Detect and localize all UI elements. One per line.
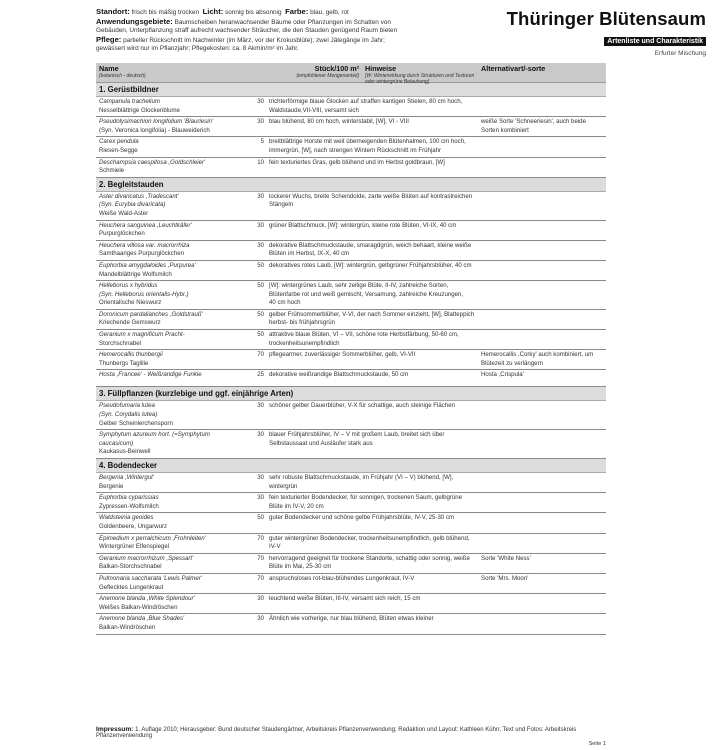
plant-alternative — [478, 281, 606, 309]
mix-name: Erfurter Mischung — [654, 50, 706, 57]
table-header — [96, 63, 606, 83]
common-name: Schmiele — [99, 167, 125, 175]
plant-notes: dekorative weißrandige Blattschmuckstaude, 50 cm — [269, 371, 409, 379]
header-notes-sub: [W: Winterwirkung durch Strukturen und Texturen oder wintergrüne Belaubung] — [365, 73, 475, 85]
plant-count: 30 — [257, 118, 264, 126]
plant-name — [96, 241, 246, 260]
botanical-name: Symphytum azureum hort. (=Symphytum caucasicum) — [99, 431, 210, 447]
standort-value: frisch bis mäßig trocken — [131, 9, 200, 16]
plant-alternative — [478, 158, 606, 177]
table-row — [96, 614, 606, 634]
plant-notes: anspruchsloses rot-blau-blühendes Lungenkraut, IV-V — [269, 574, 415, 582]
plant-name — [96, 281, 246, 309]
plant-name — [96, 350, 246, 369]
plant-count: 30 — [257, 241, 264, 249]
table-row — [96, 281, 606, 310]
table-row — [96, 594, 606, 614]
plant-notes: dekorative Blattschmuckstaude, smaragdgrün, weich behaart, kleine weiße Blüten im Herbst, IX-X, 40 cm — [269, 241, 472, 258]
plant-alternative — [478, 493, 606, 512]
section-heading: 2. Begleitstauden — [96, 178, 606, 192]
plant-notes: fein texturierter Bodendecker, für sonnigen, trockenen Saum, gelbgrüne Blüte im IV-V, 20 cm — [269, 494, 463, 510]
plant-alternative — [478, 137, 606, 156]
botanical-name: Heuchera villosa var. macrorrhiza — [99, 241, 190, 249]
table-row — [96, 534, 606, 554]
botanical-name: Helleborus x hybridus — [99, 282, 158, 290]
botanical-name: Pseudofumaria lutea — [99, 402, 155, 410]
plant-name — [96, 401, 246, 429]
header-count-sub: (empfohlener Mengenanteil) — [296, 73, 359, 79]
plant-notes: grüner Blattschmuck, [W]: wintergrün, kleine rote Blüten, VI-IX, 40 cm — [269, 221, 457, 229]
plant-count: 5 — [260, 138, 264, 146]
plant-notes: sehr robuste Blattschmuckstaude, im Frühjahr (VI – V) blühend, [W], wintergrün — [269, 474, 454, 490]
plant-count: 70 — [257, 534, 264, 542]
plant-alternative — [478, 534, 606, 553]
plant-notes: attraktive blaue Blüten, VI – VII, schöne rote Herbstfärbung, 50-60 cm, trockenheitsunempfindlich — [269, 331, 459, 347]
botanical-name: Bergenia ,Wintergut' — [99, 474, 154, 481]
common-name: Weißes Balkan-Windröschen — [99, 603, 178, 611]
plant-alternative: Sorte 'White Ness' — [481, 554, 531, 562]
plant-count: 50 — [257, 261, 264, 269]
plant-alternative — [478, 192, 606, 220]
common-name: Weiße Wald-Aster — [99, 209, 149, 217]
page-number: Seite 1 — [588, 741, 606, 747]
botanical-name: Carex pendula — [99, 138, 139, 146]
table-row — [96, 330, 606, 350]
farbe-label: Farbe: — [285, 7, 309, 16]
plant-alternative — [478, 594, 606, 613]
imprint — [96, 726, 606, 739]
common-name: Thunbergs Taglilie — [99, 359, 149, 367]
header-notes — [362, 63, 478, 85]
pflege-label: Pflege: — [96, 34, 122, 44]
plant-count: 50 — [257, 310, 264, 318]
botanical-name: (Syn. Helleborus orientalis-Hybr.) — [99, 290, 189, 298]
section-heading: 4. Bodendecker — [96, 459, 606, 473]
botanical-name: Epimedium x perralchicum ,Frohnleiten' — [99, 534, 206, 542]
table-row — [96, 350, 606, 370]
plant-count: 70 — [257, 554, 264, 562]
plant-notes: dekoratives rotes Laub, [W]: wintergrün, gelbgrüner Frühjahrsblüher, 40 cm — [269, 261, 472, 269]
plant-notes: fein texturiertes Gras, gelb blühend und im Herbst goldbraun, [W] — [269, 158, 445, 166]
plant-name — [96, 534, 246, 553]
plant-name — [96, 261, 246, 280]
table-row — [96, 370, 606, 387]
title-block — [507, 8, 706, 57]
plant-count: 30 — [257, 431, 264, 439]
common-name: Orientalische Nieswurz — [99, 299, 162, 307]
plant-count: 70 — [257, 351, 264, 359]
plant-count: 30 — [257, 98, 264, 105]
header-alt — [478, 63, 606, 82]
pflege-value: partieller Rückschnitt im Nachwinter (im März, vor der Krokusblüte); zwei Jätegänge im Jahr; gewässert wird nur im Pflanzjahr; Pflegekosten: ca. 8 Akmin/m² im Jahr. — [96, 36, 385, 53]
plant-name — [96, 614, 246, 633]
plant-name — [96, 574, 246, 593]
plant-count: 30 — [257, 615, 264, 623]
plant-count: 30 — [257, 474, 264, 481]
table-row — [96, 493, 606, 513]
plant-name — [96, 137, 246, 156]
anwendung-label: Anwendungsgebiete: — [96, 16, 173, 26]
species-table — [96, 63, 606, 635]
plant-name — [96, 97, 246, 116]
botanical-name: Hosta ,Francee' - Weißrandige Funkie — [99, 371, 202, 379]
plant-name — [96, 158, 246, 177]
header-name-label: Name — [99, 64, 119, 73]
botanical-name: Deschampsia caespitosa ,Goldschleier' — [99, 158, 206, 166]
imprint-label: Impressum: — [96, 726, 134, 733]
table-row — [96, 574, 606, 594]
plant-notes: trichterförmige blaue Glocken auf straffen kantigen Stielen, 80 cm hoch, Waldstaude,VII-VIII, versamt sich — [269, 98, 463, 114]
table-row — [96, 97, 606, 117]
botanical-name: (Syn. Corydalis lutea) — [99, 411, 158, 419]
plant-name — [96, 330, 246, 349]
common-name: Mandelblättrige Wolfsmilch — [99, 270, 172, 278]
plant-alternative: weiße Sorte 'Schneeriesin', auch beide Sorten kombiniert — [481, 118, 586, 134]
plant-notes: [W]: wintergrünes Laub, sehr zeitige Blüte, II-IV, zahlreiche Sorten, Blütenfarbe rot und weiß gemischt, Versamung, zahlreiche Kreuzungen, 40 cm hoch — [269, 282, 464, 307]
plant-name — [96, 513, 246, 532]
botanical-name: Pseudolysimachion longifolium 'Blauriesin' — [99, 118, 214, 126]
plant-name — [96, 594, 246, 613]
imprint-text: 1. Auflage 2010; Herausgeber: Bund deutscher Staudengärtner, Arbeitskreis Pflanzenverwendung; Redaktion und Layout: Kathleen Kühn; Text und Fotos: Arbeitskreis Pflanzenverwendung — [96, 727, 577, 739]
plant-notes: guter wintergrüner Bodendecker, trockenheitsunempfindlich, gelb blühend, IV-V — [269, 534, 470, 551]
botanical-name: Euphorbia cyparissias — [99, 494, 159, 502]
header — [96, 8, 706, 58]
botanical-name: Anemone blanda ,Blue Shades' — [99, 615, 185, 623]
plant-notes: breitblättrige Horste mit weit überneigenden Blütenhalmen, 100 cm hoch, immergrün, [W], nach strengen Wintern Rückschnitt im Frühjahr — [269, 138, 466, 154]
plant-count: 10 — [257, 158, 264, 166]
table-row — [96, 221, 606, 241]
plant-alternative — [478, 513, 606, 532]
common-name: Purpurglöckchen — [99, 230, 145, 238]
plant-alternative — [478, 241, 606, 260]
common-name: Bergenie — [99, 482, 124, 490]
header-alt-label: Alternativart/-sorte — [481, 64, 546, 73]
common-name: Storchschnabel — [99, 339, 142, 347]
plant-name — [96, 192, 246, 220]
plant-count: 30 — [257, 494, 264, 502]
plant-alternative — [478, 614, 606, 633]
common-name: Nesselblättrige Glockenblume — [99, 106, 180, 114]
plant-alternative — [478, 401, 606, 429]
plant-count: 30 — [257, 595, 264, 603]
plant-alternative — [478, 310, 606, 329]
plant-alternative — [478, 473, 606, 492]
botanical-name: Hemerocallis thunbergii — [99, 351, 163, 359]
common-name: Wintergrüner Elfenspiegel — [99, 543, 170, 551]
plant-name — [96, 430, 246, 458]
botanical-name: Geranium x magnificum Pracht- — [99, 331, 185, 339]
plant-name — [96, 473, 246, 492]
botanical-name: Heuchera sanguinea ,Leuchtkäfer' — [99, 221, 192, 229]
plant-alternative — [478, 430, 606, 458]
plant-name — [96, 370, 246, 386]
plant-name — [96, 493, 246, 512]
plant-count: 50 — [257, 331, 264, 339]
plant-name — [96, 554, 246, 573]
licht-label: Licht: — [202, 7, 224, 16]
botanical-name: Geranium macrorrhizum ,Spessart' — [99, 554, 194, 562]
plant-count: 25 — [257, 371, 264, 379]
plant-count: 30 — [257, 221, 264, 229]
table-row — [96, 513, 606, 533]
plant-notes: pflegearmer, zuverlässiger Sommerblüher, gelb, VI-VII — [269, 351, 416, 359]
table-row — [96, 261, 606, 281]
table-row — [96, 241, 606, 261]
header-name — [96, 63, 266, 82]
table-row — [96, 137, 606, 157]
anwendung-value: Baumscheiben heranwachsender Bäume oder Pflanzungen im Schatten von Gebäuden, Unterpflanzung straff aufrecht wachsender Sträucher, die den Stauden genügend Raum bieten — [96, 18, 398, 35]
plant-count: 50 — [257, 282, 264, 290]
farbe-value: blau, gelb, rot — [310, 9, 349, 16]
plant-count: 30 — [257, 192, 264, 200]
botanical-name: Waldsteinia geoides — [99, 514, 154, 522]
botanical-name: Aster divaricatus ,Tradescant' — [99, 192, 179, 200]
header-notes-label: Hinweise — [365, 64, 397, 73]
plant-count: 70 — [257, 574, 264, 582]
plant-count: 50 — [257, 514, 264, 522]
botanical-name: Anemone blanda ,White Splendour' — [99, 595, 195, 603]
table-body — [96, 83, 606, 635]
botanical-name: Doronicum pardalianches ,Goldstrauß' — [99, 310, 203, 318]
table-row — [96, 192, 606, 221]
common-name: Kaukasus-Beinwell — [99, 448, 151, 456]
common-name: Balkan-Storchschnabel — [99, 563, 162, 571]
common-name: Gelber Scheinlerchensporn — [99, 419, 173, 427]
plant-alternative — [478, 97, 606, 116]
plant-name — [96, 221, 246, 240]
table-row — [96, 310, 606, 330]
botanical-name: Pulmonaria saccharata 'Lewis Palmer' — [99, 574, 202, 582]
plant-notes: gelber Frühsommerblüher, V-VI, der nach Sommer einzieht, [W], Blatteppich herbst- bis frühjahrsgrün — [269, 310, 475, 327]
table-row — [96, 473, 606, 493]
table-row — [96, 158, 606, 178]
plant-name — [96, 310, 246, 329]
common-name: Kriechende Gemswurz — [99, 319, 161, 327]
plant-notes: blau blühend, 80 cm hoch, winterstabil, [W], VI - VIII — [269, 118, 409, 126]
plant-notes: lockerer Wuchs, breite Scheindolde, zarte weiße Blüten auf kontrastreichen Stängeln — [269, 192, 473, 209]
section-heading: 3. Füllpflanzen (kurzlebige und ggf. einjährige Arten) — [96, 387, 606, 401]
header-name-sub: (botanisch - deutsch) — [99, 73, 146, 79]
plant-alternative: Hosta ,Crispula' — [481, 371, 524, 379]
table-row — [96, 430, 606, 459]
plant-name — [96, 117, 246, 136]
site-conditions — [96, 8, 414, 54]
common-name: (Syn. Veronica longifolia) - Blauweiderich — [99, 126, 210, 134]
common-name: Goldenbeere, Ungarwurz — [99, 522, 168, 530]
table-row — [96, 117, 606, 137]
plant-count: 30 — [257, 402, 264, 410]
section-heading: 1. Gerüstbildner — [96, 83, 606, 97]
plant-alternative — [478, 221, 606, 240]
common-name: Samthaariges Purpurglöckchen — [99, 250, 185, 258]
plant-notes: hervorragend geeignet für trockene Standorte, schattig oder sonnig, weiße Blüte im Mai, 25-30 cm — [269, 554, 470, 571]
table-row — [96, 554, 606, 574]
licht-value: sonnig bis absonnig — [225, 9, 282, 16]
common-name: Riesen-Segge — [99, 146, 138, 154]
plant-alternative — [478, 330, 606, 349]
plant-notes: schöner gelber Dauerblüher, V-X für schattige, auch steinige Flächen — [269, 402, 455, 410]
plant-alternative: Sorte 'Mrs. Moon' — [481, 574, 529, 582]
plant-notes: guter Bodendecker und schöne gelbe Frühjahrsblüte, IV-V, 25-30 cm — [269, 514, 455, 522]
common-name: Geflecktes Lungenkraut — [99, 583, 164, 591]
header-count — [266, 63, 362, 82]
plant-notes: Ähnlich wie vorherige, nur blau blühend, Blüten etwas kleiner — [269, 615, 434, 623]
plant-alternative: Hemerocallis ,Corky' auch kombiniert, um Blütezeit zu verlängern — [481, 351, 594, 367]
page-title: Thüringer Blütensaum — [506, 8, 706, 29]
plant-alternative — [478, 261, 606, 280]
plant-notes: blauer Frühjahrsblüher, IV – V mit großem Laub, breitet sich über Selbstaussaat und Ausläufer stark aus — [269, 431, 445, 447]
common-name: Balkan-Windröschen — [99, 623, 156, 631]
common-name: Zypressen-Wolfsmilch — [99, 502, 159, 510]
botanical-name: Campanula trachelium — [99, 98, 160, 105]
page-subtitle: Artenliste und Charakteristik — [604, 37, 706, 46]
botanical-name: (Syn. Eurybia divaricata) — [99, 201, 166, 209]
botanical-name: Euphorbia amygdaloides ,Purpurea' — [99, 261, 196, 269]
header-count-label: Stück/100 m² — [314, 64, 359, 73]
table-row — [96, 401, 606, 430]
plant-notes: leuchtend weiße Blüten, III-IV, versamt sich reich, 15 cm — [269, 595, 421, 603]
standort-label: Standort: — [96, 7, 130, 16]
